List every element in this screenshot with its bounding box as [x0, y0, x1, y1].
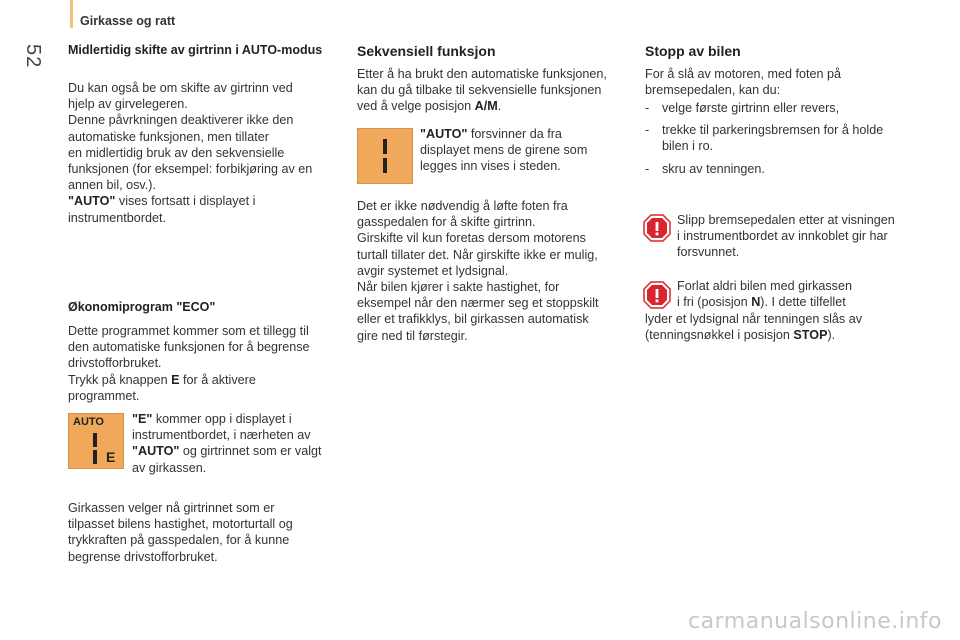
body-line: turtall tillater det. Når girskifte ikke er mulig, [357, 247, 598, 262]
watermark: carmanualsonline.info [688, 609, 942, 634]
body-line: "E" kommer opp i displayet i [132, 412, 292, 426]
list-item: - skru av tenningen. [645, 161, 765, 176]
list-item: - velge første girtrinn eller revers, [645, 101, 840, 115]
body-line: "AUTO" og girtrinnet som er valgt [132, 444, 322, 459]
section-title-eco: Økonomiprogram "ECO" [68, 300, 216, 314]
gear-segment-icon [383, 158, 387, 173]
body-line: programmet. [68, 388, 140, 403]
eco-closing [68, 500, 348, 565]
body-line: lyder et lydsignal når tenningen slås av [645, 312, 863, 326]
eco-note [132, 411, 352, 476]
body-line: automatiske funksjonen, men tillater [68, 129, 269, 144]
body-line: Trykk på knappen E for å aktivere [68, 372, 256, 387]
body-line: avgir systemet et lydsignal. [357, 263, 509, 278]
body-line: For å slå av motoren, med foten på [645, 67, 842, 81]
warning-neutral-line3-4 [645, 311, 925, 343]
body-line: Denne påvrkningen deaktiverer ikke den [68, 113, 294, 128]
sequential-intro [357, 66, 637, 115]
body-line: den automatiske funksjonen for å begrense [68, 340, 310, 355]
body-line: "AUTO" forsvinner da fra [420, 127, 562, 141]
body-line: (tenningsnøkkel i posisjon STOP). [645, 328, 836, 343]
body-line: Det er ikke nødvendig å løfte foten fra [357, 199, 568, 213]
gear-segment-icon [383, 139, 387, 154]
section-eco-body [68, 323, 348, 404]
body-line: displayet mens de girene som [420, 143, 588, 158]
section-title-temporary-shift: Midlertidig skifte av girtrinn i AUTO-modus [68, 43, 323, 57]
eco-e-icon: E [106, 449, 116, 465]
stopping-bullets [645, 100, 925, 177]
body-line: ved å velge posisjon A/M. [357, 99, 502, 114]
warning-icon [643, 281, 671, 309]
body-line: Girskifte vil kun foretas dersom motorens [357, 231, 586, 246]
section-title-sequential: Sekvensiell funksjon [357, 43, 496, 59]
body-line: Slipp bremsepedalen etter at visningen [677, 213, 895, 227]
body-line: i instrumentbordet av innkoblet gir har [677, 229, 888, 244]
chapter-title: Girkasse og ratt [80, 14, 176, 28]
body-line: eller et trafikklys, bil girkassen automatisk [357, 312, 589, 327]
body-line: instrumentbordet, i nærheten av [132, 428, 311, 443]
body-line: begrense drivstofforbruket. [68, 549, 218, 564]
body-line: gasspedalen for å skifte girtrinn. [357, 215, 536, 230]
body-line: eksempel når den nærmer seg et stoppskilt [357, 296, 599, 311]
key-n: N [751, 295, 761, 310]
sequential-note [420, 126, 640, 175]
body-line: funksjonen (for eksempel: forbikjøring av en [68, 162, 313, 177]
gear-segment-icon [93, 433, 97, 447]
body-line: Når bilen kjører i sakte hastighet, for [357, 280, 560, 295]
body-line: Du kan også be om skifte av girtrinn ved [68, 81, 293, 95]
auto-label: "AUTO" [68, 194, 116, 209]
body-line: "AUTO" vises fortsatt i displayet i [68, 194, 256, 209]
warning-release-brake [677, 212, 937, 261]
auto-text-icon: AUTO [73, 416, 104, 428]
warning-icon [643, 214, 671, 242]
body-line: Etter å ha brukt den automatiske funksjonen, [357, 67, 607, 81]
sequential-body [357, 198, 637, 344]
section-title-stopping: Stopp av bilen [645, 43, 741, 59]
body-line: annen bil, osv.). [68, 178, 156, 193]
chapter-tab-bar [70, 0, 73, 28]
body-line: gire ned til førstegir. [357, 328, 468, 343]
key-stop: STOP [793, 328, 828, 343]
body-line: tilpasset bilens hastighet, motorturtall og [68, 517, 293, 532]
eco-display-icon [68, 413, 124, 469]
list-item: - trekke til parkeringsbremsen for å holde bilen i ro. [645, 123, 884, 154]
body-line: en midlertidig bruk av den sekvensielle [68, 145, 285, 160]
key-e: E [171, 372, 180, 387]
body-line: trykkraften på gasspedalen, for å kunne [68, 533, 290, 548]
body-line: Girkassen velger nå girtrinnet som er [68, 501, 275, 515]
body-line: kan du gå tilbake til sekvensielle funksjonen [357, 83, 602, 98]
warning-neutral-line1-2 [677, 278, 937, 310]
gear-segment-icon [93, 450, 97, 464]
body-line: bremsepedalen, kan du: [645, 83, 781, 98]
body-line: drivstofforbruket. [68, 356, 162, 371]
body-line: i fri (posisjon N). I dette tilfellet [677, 295, 846, 310]
page-number: 52 [22, 44, 44, 69]
body-line: instrumentbordet. [68, 210, 167, 225]
body-line: legges inn vises i steden. [420, 159, 561, 174]
body-line: av girkassen. [132, 460, 207, 475]
key-am: A/M [474, 99, 498, 114]
body-line: Dette programmet kommer som et tillegg til [68, 324, 309, 338]
sequential-display-icon [357, 128, 413, 184]
body-line: hjelp av girvelegeren. [68, 97, 188, 112]
body-line: Forlat aldri bilen med girkassen [677, 279, 852, 293]
body-line: forsvunnet. [677, 245, 740, 260]
stopping-intro [645, 66, 925, 98]
section-temporary-shift-body [68, 80, 348, 226]
